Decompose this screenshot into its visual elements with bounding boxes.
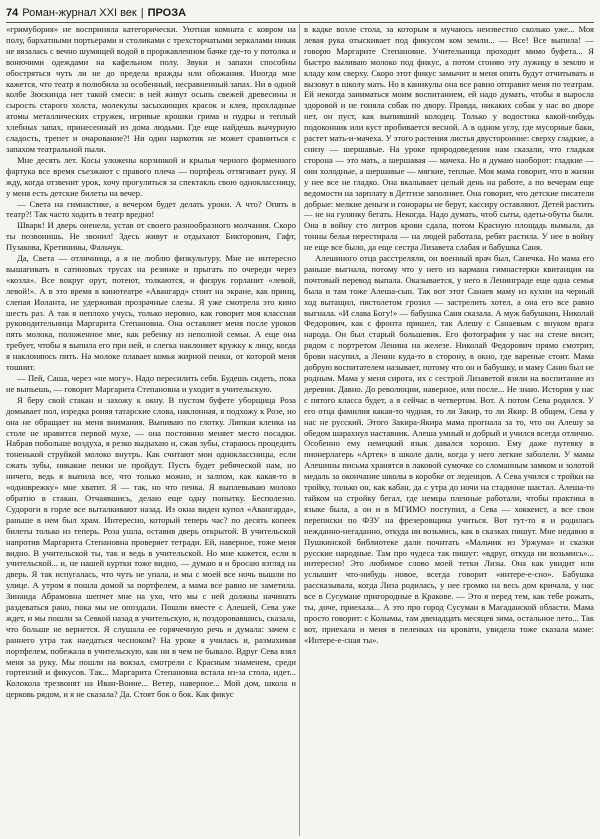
paragraph: Да, Света — отличница, а я не люблю физкультуру. Мне не интересно вышагивать в сатиновых трусах на резинке и прыгать по очереди через «козла». Все вокруг орут, потеют, толкаются, и физрук горланит «левой, левой!». А в это время в кинотеатре «Авангард» стоит на экране, как принц, слепая Иоланта, не удерживая прозрачные слезы. Я уже смотрела это кино шесть раз. А так я неплохо учусь, только неровно, как говорит моя классная руководительница Маргарита Степановна. Она оставляет меня после уроков пять молока, положенное мне, как ребенку из неполной семьи. А еще она требует, чтобы я выпила его при ней, и слегка наклоняет кружку к лицу, когда я наклоняюсь пить. На молоке плавает комья жирной пенки, от которой меня тошнит. [6, 253, 296, 373]
right-column [304, 24, 594, 836]
paragraph: в кадке возле стола, за которым я мучаюсь неизвестно сколько уже... Моя левая рука отыскивает под фикусом ком земли... — Все! Все выпила! — говорю Маргарите Степановне. Учительница проходит мимо буфета... Я быстро выливаю молоко под фикус, а потом сгоняю эту лужицу в землю и кладу ком сверху. Скоро этот фикус замычит и меня опять будут отчитывать и вызовут в школу мать. Но в каникулы она все равно отправит меня по театрам. Ей некогда заниматься моим воспитанием, ей надо думать, чтобы я выросла здоровой и не гоняла собак по двору. Правда, никаких собак у нас во дворе нет, он пуст, как выпивший колодец. Только у водостока какой-нибудь подоконник или куст пробивается весной. А в одном углу, где мусорные баки, растет мать-и-мачеха. У этого растения листья двусторонние: сверху гладкие, а снизу — шершавые. На уроке природоведения нам сказали, что гладкая сторона — это мать, а шершавая — мачеха. Но я думаю наоборот: гладкие — они холодные, а шершавые — мягкие, теплые. Моя мама говорит, что в жизни у нее все не гладко. Она вкалывает целый день на работе, а по вечерам еще ведомости на зарплату в Детгизе заполняет. Она говорит, что детские писатели добрые: мелкие деньги и гонорары не берут, кассиру оставляют. Детей растить — не на гулянку бегать. Некогда. Надо думать, чтоб сыты, одеты-обуты были. Она в войну сто литров крови сдала, потом Красную площадь вымыла, да тонны белья перестирала — на людей работала, ребят растила. У нее в войну не еще все было, да еще сестра Лизавета слабая и бабушка Саня. [304, 24, 594, 253]
page-number: 74 [6, 7, 19, 19]
section-title: ПРОЗА [147, 7, 187, 19]
page-header [6, 4, 594, 23]
journal-title: Роман-журнал XXI век [22, 7, 137, 19]
left-column [6, 24, 296, 836]
paragraph: — Пей, Саша, через «не могу». Надо пересилить себя. Будешь сидеть, пока не выпьешь, — говорит Маргарита Степановна и уходит в учительскую. [6, 373, 296, 394]
paragraph: — Света на гимнастике, а вечером будет делать уроки. А что? Опять в театр?! Так часто ходить в театр вредно! [6, 198, 296, 220]
header-separator: | [140, 7, 144, 19]
paragraph: Алешиного отца расстреляли, он военный врач был, Санечка. Но мама его раньше выгнала, потому что у него из кармана гимнастерки квитанция на почтовый перевод выпала. Оказывается, у него в Ленинграде еще одна семья была и там тоже Алеша-сын. Так вот этот Санаев маму из кухни на черный ход вытащил, пистолетом грозил — застрелить хотел, а она его все равно выгнала. «И слава Богу!» — бабушка Саня сказала. А муж бабушкин, Николай Федорович, как с фронта пришел, так Алешу с Санаевым с внуком врага народа. Он был старый большевик. Его фотография у нас на стене висит, рядом с портретом Ленина на железе. Николай Федорович прямо смотрит, брови насупил, а Ленин куда-то в сторону, в окно, где вареные стоит. Мама добрую воспитателем называет, потому что он и бабушку, и маму Саню был не родным. Мама у меня сирота, их с сестрой Лизаветой взяли на воспитание из деревни. Давно. До революции, наверное, или после... Не знаю. История у нас с пятого класса будет, а я сейчас в четвертом. Вот. А потом Сева родился. У его отца фамилия какая-то чудная, то ли Закир, то ли Якир. В общем, Сева у нас не русский. Этого Закира-Якира мама прогнала за то, что он Алешу за обедом шарахнул наставник. Алеша умный и добрый и учился всегда отлично. Особенно ему немецкий язык давался хорошо. Ему даже путевку в пионерлагерь «Артек» в школе дали, когда у него легкие заболели. У мамы Алешины письма хранятся в лаковой сумочке со сломанным замком и золотой медаль за окончание школы в коробке от леденцов. А Сева учился с тройки на тройку, только он, как кабан, да с утра до ночи на стадионе шастал. Алеша-то тайком на стройку бегал, где немцы пленные работали, чтобы практика в языке была, а он и в МГИМО поступил, а Сева — хоккеист, а все свои переписки по ФЗУ на фрезеровщика учиться. Вот тут-то я и родилась нежданно-негаданно, откуда ни возьмись, как в сказках пишут. Мне недавно в Пушкинской библиотеке дали почитать «Мальчик из Уржума» и сказки русские народные. Там про чудеса так пишут: «вдруг, откуда ни возьмись»... интересно! Это любимое слово моей тетки Лизы. Она как увидит или услышит что-нибудь новое, всегда говорит «интере-е-сно». Бабушка рассказывала, когда Лиза родилась, у нее громко на весь дом кричала, у нас все в Сусумане пригородные в Кракове. — Это я перед тем, как тебе рожать, ты, доче, приехала... А это про город Сусуман в Магаданской области. Мама просто говорит: с Колымы, там двенадцать месяцев зима, остальное лето... Так вот, приехала и меня в пеленках на кровати, увидела тоже сказала маме: «Интере-е-сная ты». [304, 253, 594, 645]
paragraph: Шварк! И дверь оненела, устав от своего разнообразного молчания. Скоро ты позвонишь. Не звонил! Здесь живут и отдыхают Бикторович, Гафт, Пузакова, Кретинины, Фальчук. [6, 220, 296, 253]
paragraph: Мне десять лет. Косы уложены корзинкой и крылья черного форменного фартука все время съезжают с правого плеча — портфель оттягивает руку. Я жду, когда отзвенит урок, хочу прогуляться за спектакль свою одноклассницу, у меня есть детские билеты на вечер. [6, 154, 296, 198]
paragraph: Я беру свой стакан и захожу к окну. В пустом буфете уборщица Роза домывает пол, изредка роняя татарские слова, наклонная, я подхожу к Розе, но она не обращает на меня внимания. Выпиваю по глотку. Липкая кленка на столе не нравится первой мухе, — она постоянно меняет место посадки. Набрав побольше воздуха, я резко выдыхаю и, сжав зубы, стараюсь процедить тоненькой струйкой молоко внутрь. Как считают мои одноклассницы, если сжать зубы, никакие пенки не пройдут. Пусть будет ребяческой нам, но ничего, ведь я выпила все, что только можно, и залпом, как какая-то в «одноврежку» мне хватит. Я — так, но что пенка. Я выплевываю молоко обратно в стакан. Отчаявшись, делаю еще одну попытку. Бесполезно. Судороги в горле все выталкивают назад. Из окна виден купол «Авангарда», раньше в нем был храм. Интересно, который теперь час? по десять копеек билеты только из теперь. Роза ушла, оставив дверь открытой. В учительской напротив Маргарита Степановна проверяет тетради. Ей, наверное, тоже меня видно. В учительской ты, так и ведь в учительской. Но мне кажется, если в учительской... и, не нашей куртки тоже видно, — думаю я и бросаю взгляд на дверь. Я так испугалась, что чуть не упала, и мы с моей все ночь вышли по улице. А утром я пошла домой за портфелем, а мама все равно не заметила. Зинаида Абрамовна шепчет мне на ухо, что мы с ней должны начинать раздеваться рано, пока мы не опоздали. Пошли вместе с Алешей, Сева уже ждет, и мы пошли за Севкой назад в учительскую, и, поздоровавшись, сказала, что больше не вернется. Я слушала ее горячечную речь и думала: зачем с раннего утра так наедаться чесноком? На уроке я училась и, размахивая портфелем, побежала в учительскую, как ни в чем не бывало. Вдруг Сева взял меня за руку. Мы пошли на вокзал, смотрели с Красным знаменем, среди гортензий и фикусов. Так... Маргарита Степановна встала из-за стола, идет... Колокола трезвонят на Иван-Воине... Ветер, наверное... Мой дом, школа и церковь рядом, и я не сказала? Да. Стоят бок о бок. Как фикус [6, 394, 296, 700]
paragraph: «гримубория» не восприняла категорически. Уютная комната с ковром на полу, бархатными портьерами и столиками с трехсторчатыми зеркалами никак не вязалась с вечно шумящей водой в проржавленном бачке где-то у потолка и вонючими одеждами на кафельном полу. Звуки и запахи способны обостряться чуть ли не до предела вражды или обожания. Иногда мне кажется, что театр я полюбила за особенный, несравненный запах. Ни в одной колбе Зюскинда нет такой смеси: в ней живут осыпь свежей древесины и сырость старого холста, молекулы засыхающих красок и клея, прохладные атомы металлических стружек, игривые крошки грима и пудры и теплый хлебных запах, принесенный из дома людьми. Где еще найдешь вычурную сладость, трепет и очарование?! Ни один наркотик не может сравниться с запахом театральной пыли. [6, 24, 296, 154]
column-divider [299, 24, 300, 836]
